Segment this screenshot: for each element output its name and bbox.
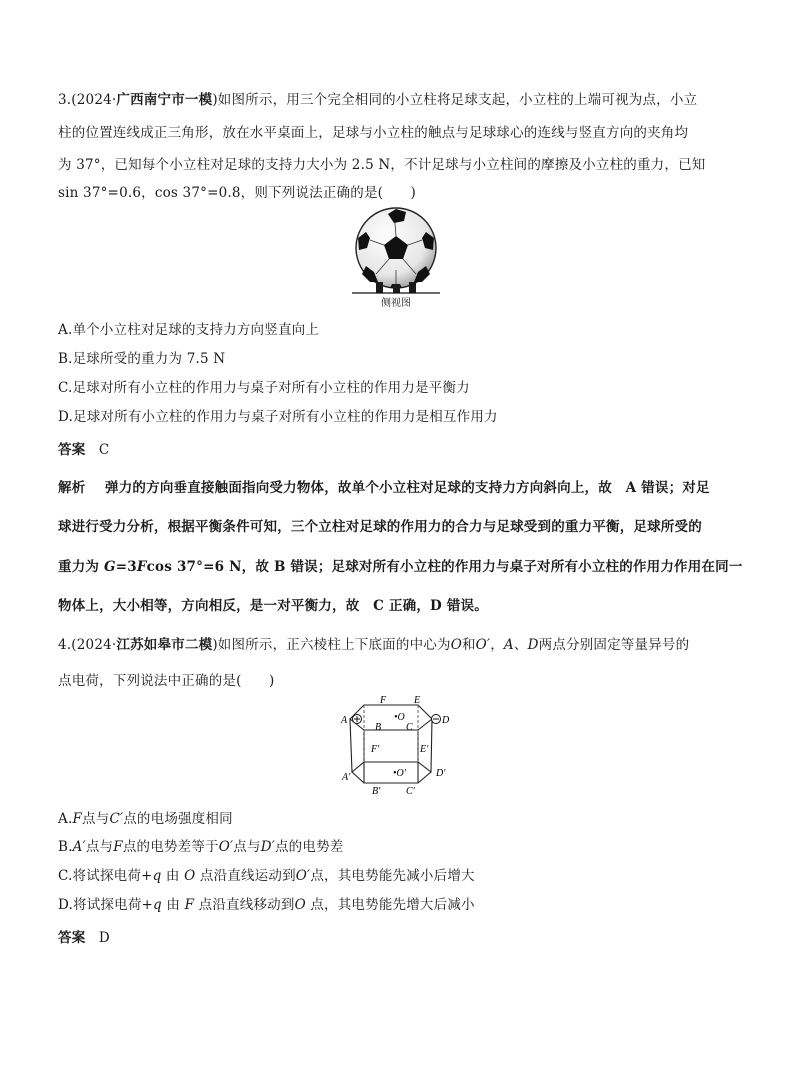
q4-opt-b-var-o: O′ bbox=[218, 839, 234, 855]
post-middle bbox=[393, 284, 400, 293]
q3-answer-value: C bbox=[98, 442, 110, 458]
q4-opt-a-prefix: A. bbox=[58, 811, 73, 827]
q3-number: 3. bbox=[58, 92, 72, 108]
label-f-prime: F′ bbox=[371, 744, 380, 755]
q3-analysis-text-1: 弹力的方向垂直接触面指向受力物体，故单个小立柱对足球的支持力方向斜向上，故 A 错误；对足 bbox=[105, 480, 710, 496]
q4-stem-dun: 、 bbox=[513, 637, 528, 653]
q3-source: 广西南宁市一模 bbox=[116, 92, 213, 108]
label-a: A bbox=[341, 715, 348, 726]
q3-stem-text-1: )如图所示，用三个完全相同的小立柱将足球支起，小立柱的上端可视为点，小立 bbox=[212, 92, 698, 108]
label-b: B bbox=[375, 722, 382, 733]
q4-opt-b-m2: 点的电势差等于 bbox=[122, 839, 219, 855]
hexagonal-prism-figure bbox=[338, 692, 458, 798]
q4-opt-c-var-q: q bbox=[152, 868, 162, 884]
q4-opt-b-var-d: D′ bbox=[260, 839, 275, 855]
q4-opt-b-m1: 点与 bbox=[85, 839, 114, 855]
q4-answer-value: D bbox=[98, 930, 110, 946]
q4-opt-d-var-q: q bbox=[153, 897, 162, 913]
q4-opt-d-m2: 点沿直线移动到 bbox=[194, 897, 295, 913]
q4-opt-d-var-f: F bbox=[184, 897, 195, 913]
q4-var-d: D bbox=[527, 637, 539, 653]
q3-stem-line-1 bbox=[58, 88, 697, 108]
q3-analysis-line-2: 球进行受力分析，根据平衡条件可知，三个立柱对足球的作用力的合力与足球受到的重力平衡，足球所受的 bbox=[58, 519, 702, 535]
q4-source-prefix: (2024· bbox=[71, 637, 117, 653]
q4-opt-a-mid: 点与 bbox=[82, 811, 110, 827]
q4-opt-b-text: 点的电势差 bbox=[274, 839, 344, 855]
q3-analysis-text-3c: =3 bbox=[115, 559, 137, 575]
q3-option-a: A.单个小立柱对足球的支持力方向竖直向上 bbox=[58, 322, 320, 338]
q4-stem-text-a: )如图所示，正六棱柱上下底面的中心为 bbox=[212, 637, 451, 653]
label-c-prime: C′ bbox=[406, 786, 415, 797]
label-o-prime: •O′ bbox=[393, 768, 406, 779]
q3-option-d: D.足球对所有小立柱的作用力与桌子对所有小立柱的作用力是相互作用力 bbox=[58, 409, 498, 425]
q4-opt-c-prefix: C.将试探电荷+ bbox=[58, 868, 153, 884]
q4-opt-b-var-a: A′ bbox=[72, 839, 86, 855]
q4-opt-c-var-o-prime: O′ bbox=[295, 868, 311, 884]
q4-opt-a-var-c: C′ bbox=[109, 811, 124, 827]
q3-stem-line-4: sin 37°=0.6，cos 37°=0.8，则下列说法正确的是( ) bbox=[58, 185, 416, 201]
q4-option-b bbox=[58, 835, 343, 855]
q4-option-a bbox=[58, 807, 233, 827]
q3-analysis-label: 解析 bbox=[58, 480, 86, 496]
q4-source: 江苏如皋市二模 bbox=[116, 637, 213, 653]
label-a-prime: A′ bbox=[342, 772, 351, 783]
q4-opt-c-text: 点，其电势能先减小后增大 bbox=[310, 868, 475, 884]
q3-stem-line-3: 为 37°，已知每个小立柱对足球的支持力大小为 2.5 N，不计足球与小立柱间的摩擦及小立柱的重力，已知 bbox=[58, 157, 706, 173]
q3-analysis-line-1 bbox=[58, 476, 710, 496]
q3-option-b: B.足球所受的重力为 7.5 N bbox=[58, 351, 226, 367]
q4-opt-c-m2: 点沿直线运动到 bbox=[195, 868, 296, 884]
label-o: •O bbox=[394, 712, 405, 723]
q4-var-o-prime: O′ bbox=[475, 637, 491, 653]
soccer-ball-figure bbox=[348, 204, 444, 310]
label-e-prime: E′ bbox=[420, 744, 429, 755]
q4-answer-label: 答案 bbox=[58, 930, 86, 946]
label-b-prime: B′ bbox=[372, 786, 381, 797]
top-face bbox=[350, 705, 432, 730]
label-e: E bbox=[414, 695, 421, 706]
q4-opt-d-prefix: D.将试探电荷+ bbox=[58, 897, 154, 913]
q3-answer-label: 答案 bbox=[58, 442, 86, 458]
q3-analysis-line-3 bbox=[58, 555, 743, 575]
q4-opt-c-var-o: O bbox=[184, 868, 196, 884]
q4-opt-a-text: 点的电场强度相同 bbox=[123, 811, 233, 827]
q4-opt-d-m1: 由 bbox=[161, 897, 185, 913]
label-d: D bbox=[442, 715, 450, 726]
figure-caption: 侧视图 bbox=[381, 298, 411, 309]
q3-analysis-text-3a: 重力为 bbox=[58, 559, 104, 575]
q3-stem-line-2: 柱的位置连线成正三角形，放在水平桌面上，足球与小立柱的触点与足球球心的连线与竖直方向的夹角均 bbox=[58, 125, 689, 141]
q4-opt-c-m1: 由 bbox=[161, 868, 185, 884]
q4-answer bbox=[58, 926, 110, 946]
q3-analysis-text-3e: cos 37°=6 N，故 B 错误；足球对所有小立柱的作用力与桌子对所有小立柱的作用力作用在同一 bbox=[146, 559, 743, 575]
q4-opt-b-var-f: F bbox=[113, 839, 123, 855]
post-left bbox=[376, 282, 383, 293]
q4-stem-he: 和 bbox=[461, 637, 476, 653]
q3-analysis-var-f: F bbox=[136, 559, 147, 575]
label-d-prime: D′ bbox=[436, 768, 446, 779]
q4-stem-comma: ， bbox=[490, 637, 504, 653]
q4-var-a: A bbox=[503, 637, 514, 653]
q3-option-c: C.足球对所有小立柱的作用力与桌子对所有小立柱的作用力是平衡力 bbox=[58, 380, 470, 396]
q4-opt-b-m3: 点与 bbox=[233, 839, 261, 855]
q3-source-prefix: (2024· bbox=[71, 92, 117, 108]
q4-opt-b-prefix: B. bbox=[58, 839, 73, 855]
q4-option-c bbox=[58, 864, 475, 884]
label-c: C bbox=[406, 722, 413, 733]
q3-analysis-line-4: 物体上，大小相等，方向相反，是一对平衡力，故 C 正确，D 错误。 bbox=[58, 598, 488, 614]
q4-var-o: O bbox=[450, 637, 462, 653]
q4-number: 4. bbox=[58, 637, 72, 653]
q4-stem-text-b: 两点分别固定等量异号的 bbox=[538, 637, 690, 653]
q4-option-d bbox=[58, 893, 475, 913]
q4-stem-line-2: 点电荷，下列说法中正确的是( ) bbox=[58, 673, 275, 689]
q3-answer bbox=[58, 438, 109, 458]
q4-opt-a-var-f: F bbox=[72, 811, 83, 827]
q4-stem-line-1 bbox=[58, 633, 689, 653]
post-right bbox=[409, 282, 416, 293]
q4-opt-d-var-o: O bbox=[294, 897, 306, 913]
q4-opt-d-text: 点，其电势能先增大后减小 bbox=[305, 897, 475, 913]
q3-analysis-var-g: G bbox=[104, 559, 116, 575]
label-f: F bbox=[380, 695, 387, 706]
